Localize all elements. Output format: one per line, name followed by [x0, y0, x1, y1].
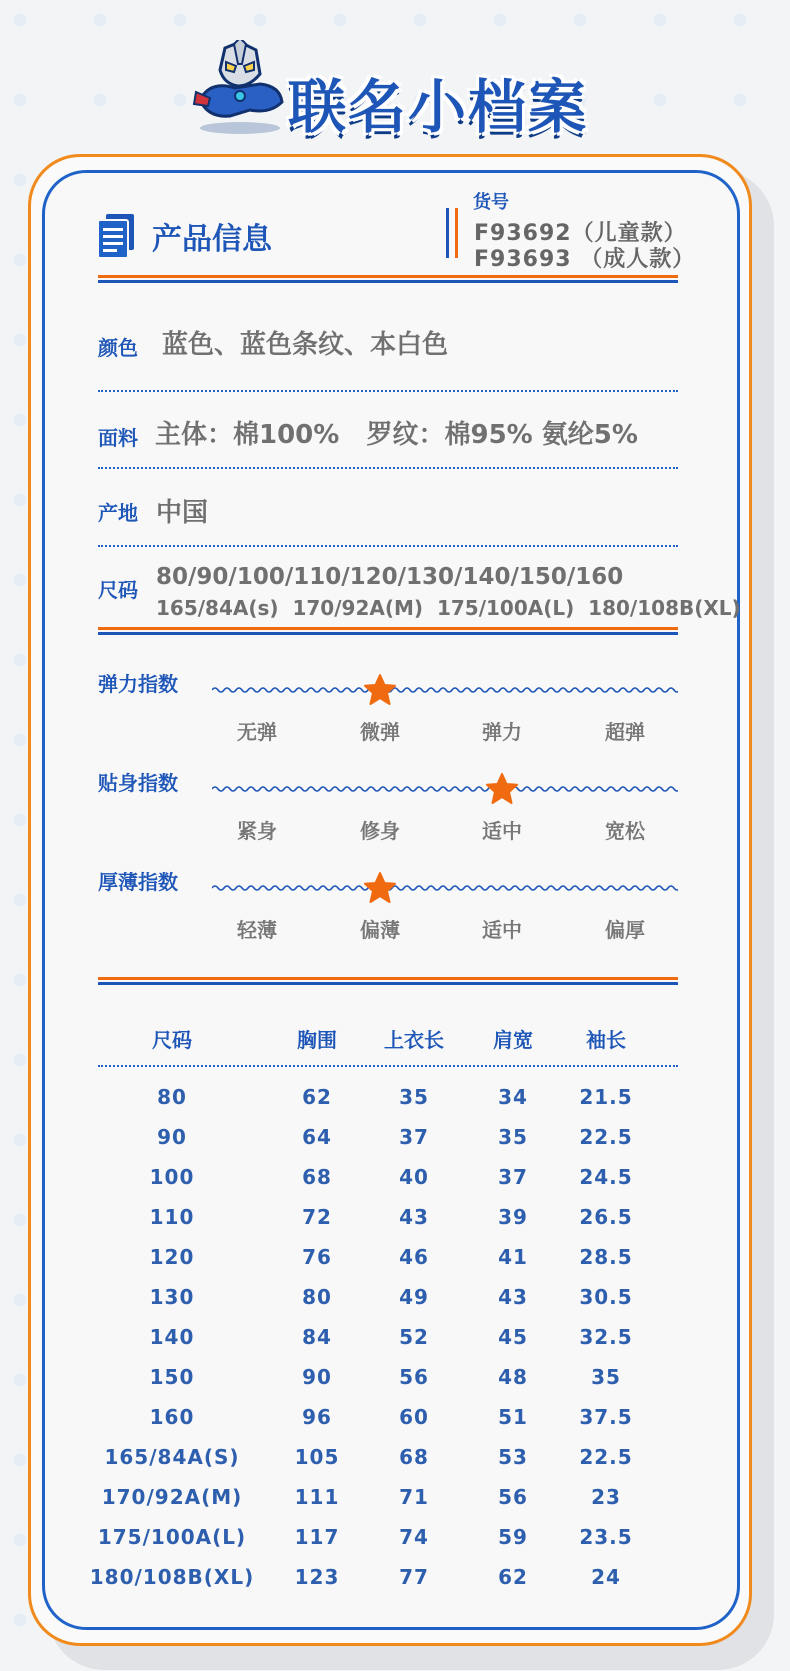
color-value: 蓝色、蓝色条纹、本白色 [162, 330, 449, 360]
index-option: 弹力 [482, 720, 522, 744]
index-scale-wave [212, 882, 678, 894]
table-cell: 41 [498, 1245, 528, 1269]
table-cell: 49 [399, 1285, 429, 1309]
divider [98, 545, 678, 547]
index-option: 轻薄 [237, 918, 277, 942]
table-cell: 150 [149, 1365, 195, 1389]
table-cell: 35 [399, 1085, 429, 1109]
table-cell: 26.5 [579, 1205, 633, 1229]
table-cell: 34 [498, 1085, 528, 1109]
sku-label: 货号 [473, 192, 509, 213]
table-header-cell: 袖长 [586, 1028, 626, 1052]
table-cell: 180/108B(XL) [89, 1565, 255, 1589]
table-cell: 52 [399, 1325, 429, 1349]
hero-mascot-icon [190, 40, 290, 136]
table-cell: 117 [294, 1525, 340, 1549]
table-cell: 71 [399, 1485, 429, 1509]
table-cell: 23 [591, 1485, 621, 1509]
table-cell: 105 [294, 1445, 340, 1469]
table-cell: 24.5 [579, 1165, 633, 1189]
index-option: 偏薄 [360, 918, 400, 942]
table-cell: 68 [399, 1445, 429, 1469]
table-cell: 43 [498, 1285, 528, 1309]
table-cell: 123 [294, 1565, 340, 1589]
table-cell: 21.5 [579, 1085, 633, 1109]
table-header-cell: 胸围 [297, 1028, 337, 1052]
table-header-cell: 尺码 [152, 1028, 192, 1052]
table-cell: 28.5 [579, 1245, 633, 1269]
table-cell: 74 [399, 1525, 429, 1549]
table-header-divider [98, 1065, 678, 1067]
selected-star-icon [363, 673, 397, 707]
section-title [98, 214, 272, 258]
table-cell: 140 [149, 1325, 195, 1349]
table-cell: 90 [157, 1125, 187, 1149]
table-cell: 170/92A(M) [101, 1485, 243, 1509]
table-cell: 77 [399, 1565, 429, 1589]
table-cell: 56 [498, 1485, 528, 1509]
table-cell: 90 [302, 1365, 332, 1389]
index-option: 超弹 [605, 720, 645, 744]
divider [98, 390, 678, 392]
table-cell: 22.5 [579, 1125, 633, 1149]
index-label: 弹力指数 [98, 672, 178, 696]
size-label: 尺码 [98, 578, 138, 602]
table-cell: 111 [294, 1485, 340, 1509]
divider [98, 627, 678, 635]
table-cell: 37 [399, 1125, 429, 1149]
table-cell: 165/84A(S) [104, 1445, 240, 1469]
table-cell: 72 [302, 1205, 332, 1229]
table-cell: 80 [157, 1085, 187, 1109]
fabric-value: 主体：棉100% 罗纹：棉95% 氨纶5% [155, 420, 638, 450]
index-option: 适中 [482, 819, 522, 843]
table-cell: 37.5 [579, 1405, 633, 1429]
table-cell: 59 [498, 1525, 528, 1549]
page-title: 联名小档案 [288, 73, 589, 141]
size-line-2: 165/84A(s) 170/92A(M) 175/100A(L) 180/108B(XL) [156, 596, 741, 620]
index-option: 修身 [360, 819, 400, 843]
color-label: 颜色 [98, 336, 138, 360]
index-option: 偏厚 [605, 918, 645, 942]
table-cell: 56 [399, 1365, 429, 1389]
table-cell: 37 [498, 1165, 528, 1189]
table-cell: 46 [399, 1245, 429, 1269]
table-cell: 160 [149, 1405, 195, 1429]
table-cell: 175/100A(L) [97, 1525, 247, 1549]
index-option: 适中 [482, 918, 522, 942]
table-cell: 30.5 [579, 1285, 633, 1309]
index-option: 紧身 [237, 819, 277, 843]
section-title-label: 产品信息 [152, 222, 272, 257]
table-cell: 84 [302, 1325, 332, 1349]
origin-label: 产地 [98, 501, 138, 525]
table-cell: 32.5 [579, 1325, 633, 1349]
table-cell: 110 [149, 1205, 195, 1229]
table-cell: 60 [399, 1405, 429, 1429]
table-cell: 64 [302, 1125, 332, 1149]
index-option: 微弹 [360, 720, 400, 744]
divider [98, 275, 678, 283]
table-cell: 130 [149, 1285, 195, 1309]
selected-star-icon [363, 871, 397, 905]
header [0, 30, 790, 140]
table-cell: 40 [399, 1165, 429, 1189]
table-cell: 80 [302, 1285, 332, 1309]
table-cell: 100 [149, 1165, 195, 1189]
table-header-cell: 上衣长 [384, 1028, 444, 1052]
table-cell: 35 [591, 1365, 621, 1389]
size-line-1: 80/90/100/110/120/130/140/150/160 [156, 564, 624, 590]
table-cell: 76 [302, 1245, 332, 1269]
table-cell: 53 [498, 1445, 528, 1469]
index-scale-wave [212, 684, 678, 696]
sku-divider-blue [446, 208, 449, 258]
table-cell: 48 [498, 1365, 528, 1389]
sku-child: F93692（儿童款） [474, 221, 687, 246]
table-cell: 24 [591, 1565, 621, 1589]
index-option: 宽松 [605, 819, 645, 843]
index-label: 厚薄指数 [98, 870, 178, 894]
divider [98, 977, 678, 985]
table-cell: 22.5 [579, 1445, 633, 1469]
origin-value: 中国 [156, 498, 209, 528]
table-cell: 39 [498, 1205, 528, 1229]
table-cell: 45 [498, 1325, 528, 1349]
index-label: 贴身指数 [98, 771, 178, 795]
index-option: 无弹 [237, 720, 277, 744]
table-cell: 62 [302, 1085, 332, 1109]
table-cell: 120 [149, 1245, 195, 1269]
selected-star-icon [485, 772, 519, 806]
table-cell: 51 [498, 1405, 528, 1429]
table-cell: 68 [302, 1165, 332, 1189]
table-cell: 23.5 [579, 1525, 633, 1549]
table-cell: 35 [498, 1125, 528, 1149]
sku-divider-orange [455, 208, 458, 258]
fabric-label: 面料 [98, 426, 138, 450]
index-scale-wave [212, 783, 678, 795]
table-header-cell: 肩宽 [493, 1028, 533, 1052]
divider [98, 467, 678, 469]
table-cell: 62 [498, 1565, 528, 1589]
document-icon [98, 214, 136, 258]
table-cell: 96 [302, 1405, 332, 1429]
sku-adult: F93693 （成人款） [474, 247, 696, 272]
table-cell: 43 [399, 1205, 429, 1229]
